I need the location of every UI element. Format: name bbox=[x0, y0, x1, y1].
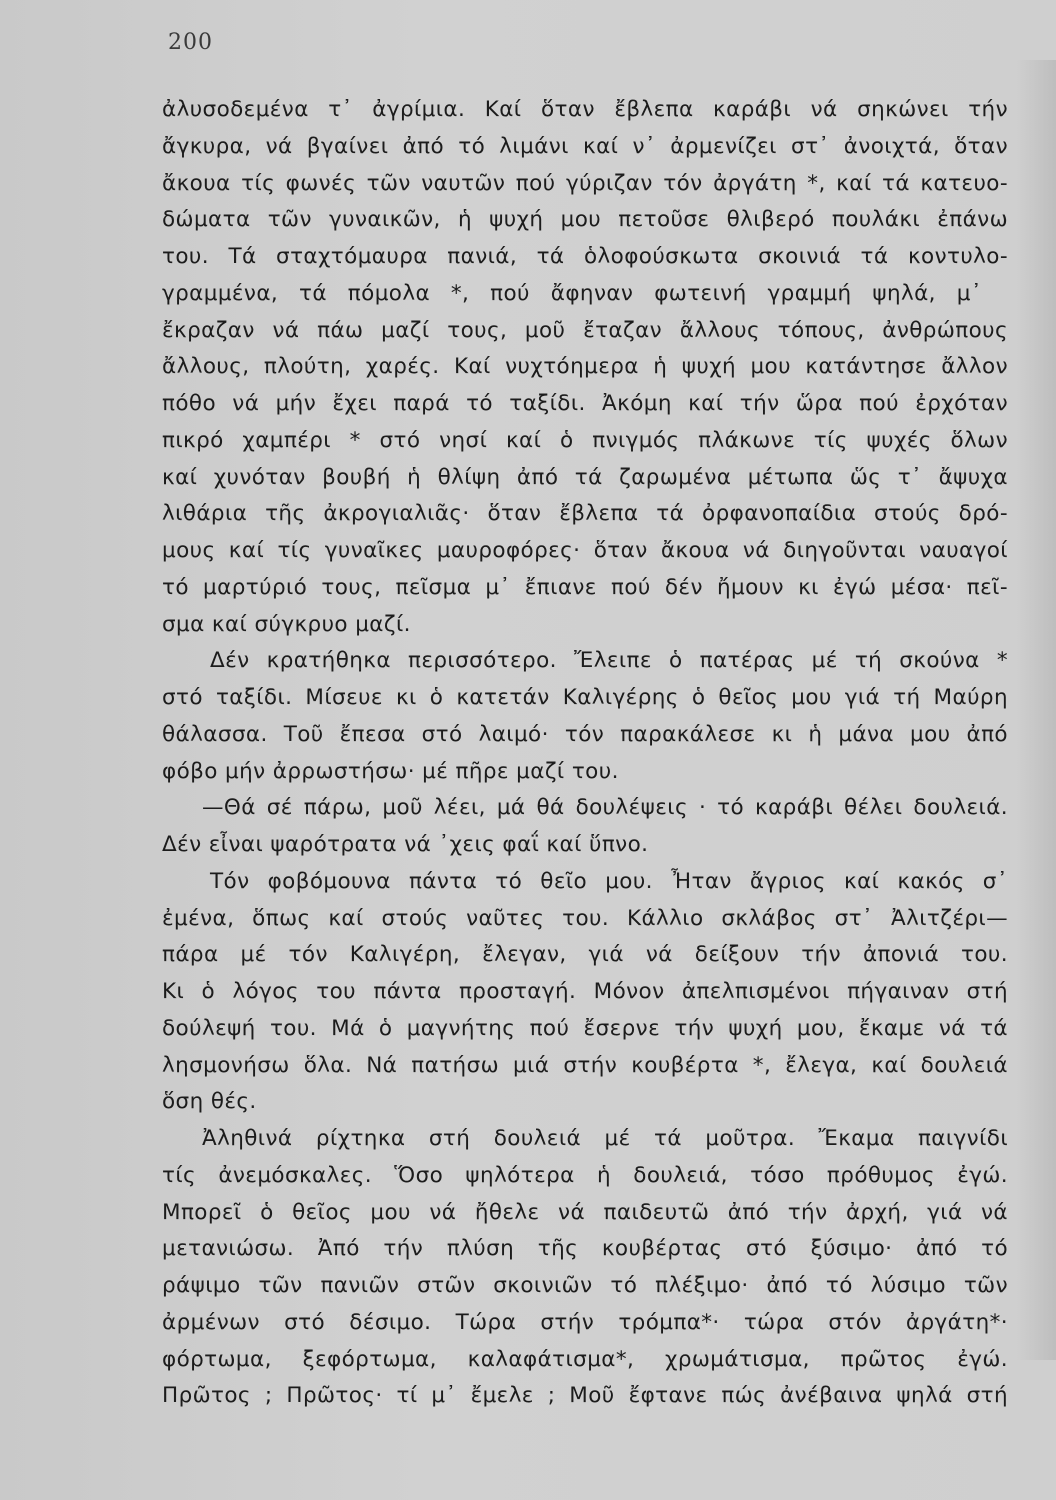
text-line: πικρό χαμπέρι * στό νησί καί ὁ πνιγμός πλάκωνε τίς ψυχές ὅλων bbox=[162, 427, 1008, 453]
text-line: ἄγκυρα, νά βγαίνει ἀπό τό λιμάνι καί ν᾽ ἀρμενίζει στ᾽ ἀνοιχτά, ὅταν bbox=[162, 133, 1008, 159]
text-line: ἔκραζαν νά πάω μαζί τους, μοῦ ἔταζαν ἄλλους τόπους, ἀνθρώπους bbox=[162, 317, 1008, 343]
text-line: ἀλυσοδεμένα τ᾽ ἀγρίμια. Καί ὅταν ἔβλεπα καράβι νά σηκώνει τήν bbox=[162, 97, 1008, 122]
text-line: σμα καί σύγκρυο μαζί. bbox=[162, 611, 411, 637]
text-line: ράψιμο τῶν πανιῶν στῶν σκοινιῶν τό πλέξιμο· ἀπό τό λύσιμο τῶν bbox=[162, 1273, 1008, 1298]
text-line: φόρτωμα, ξεφόρτωμα, καλαφάτισμα*, χρωμάτισμα, πρῶτος ἐγώ. bbox=[162, 1346, 1008, 1372]
text-line: γραμμένα, τά πόμολα *, πού ἄφηναν φωτεινή γραμμή ψηλά, μ᾽ bbox=[162, 280, 982, 306]
text-line: Δέν εἶναι ψαρότρατα νά ᾽χεις φαΐ καί ὕπνο. bbox=[162, 832, 649, 857]
text-line: πάρα μέ τόν Καλιγέρη, ἔλεγαν, γιά νά δείξουν τήν ἀπονιά του. bbox=[162, 942, 1008, 968]
text-line: τό μαρτύριό τους, πεῖσμα μ᾽ ἔπιανε πού δέν ἤμουν κι ἐγώ μέσα· πεῖ- bbox=[162, 574, 1008, 600]
text-line: ἐμένα, ὅπως καί στούς ναῦτες του. Κάλλιο σκλάβος στ᾽ Ἀλιτζέρι— bbox=[162, 905, 1008, 931]
text-line: καί χυνόταν βουβή ἡ θλίψη ἀπό τά ζαρωμένα μέτωπα ὥς τ᾽ ἄψυχα bbox=[162, 464, 1008, 490]
text-line: δώματα τῶν γυναικῶν, ἡ ψυχή μου πετοῦσε θλιβερό πουλάκι ἐπάνω bbox=[162, 207, 1008, 233]
text-line: Δέν κρατήθηκα περισσότερο. Ἔλειπε ὁ πατέρας μέ τή σκούνα * bbox=[210, 648, 1008, 674]
text-line: δούλεψή του. Μά ὁ μαγνήτης πού ἔσερνε τήν ψυχή μου, ἔκαμε νά τά bbox=[162, 1015, 1008, 1041]
text-line: λιθάρια τῆς ἀκρογιαλιᾶς· ὅταν ἔβλεπα τά ὀρφανοπαίδια στούς δρό- bbox=[162, 501, 1008, 527]
page-number: 200 bbox=[168, 30, 213, 55]
text-line: μετανιώσω. Ἀπό τήν πλύση τῆς κουβέρτας στό ξύσιμο· ἀπό τό bbox=[162, 1236, 1008, 1262]
text-line: ἄλλους, πλούτη, χαρές. Καί νυχτόημερα ἡ ψυχή μου κατάντησε ἄλλον bbox=[162, 354, 1008, 380]
text-line: Κι ὁ λόγος του πάντα προσταγή. Μόνον ἀπελπισμένοι πήγαιναν στή bbox=[162, 979, 1008, 1004]
text-line: μους καί τίς γυναῖκες μαυροφόρες· ὅταν ἄκουα νά διηγοῦνται ναυαγοί bbox=[162, 538, 1008, 563]
text-line: Ἀληθινά ρίχτηκα στή δουλειά μέ τά μοῦτρα. Ἔκαμα παιγνίδι bbox=[202, 1126, 1008, 1151]
text-line: ἄκουα τίς φωνές τῶν ναυτῶν πού γύριζαν τόν ἀργάτη *, καί τά κατευο- bbox=[162, 170, 1008, 196]
dialogue-line: —Θά σέ πάρω, μοῦ λέει, μά θά δουλέψεις · τό καράβι θέλει δουλειά. bbox=[202, 795, 1008, 821]
text-line: ὅση θές. bbox=[162, 1089, 257, 1115]
text-line: Πρῶτος ; Πρῶτος· τί μ᾽ ἔμελε ; Μοῦ ἔφτανε πώς ἀνέβαινα ψηλά στή bbox=[162, 1383, 1008, 1409]
facing-page-bleed bbox=[1016, 60, 1056, 1360]
text-line: Μπορεῖ ὁ θεῖος μου νά ἤθελε νά παιδευτῶ ἀπό τήν ἀρχή, γιά νά bbox=[162, 1199, 1008, 1225]
text-line: στό ταξίδι. Μίσευε κι ὁ κατετάν Καλιγέρης ὁ θεῖος μου γιά τή Μαύρη bbox=[162, 685, 1008, 710]
text-line: φόβο μήν ἀρρωστήσω· μέ πῆρε μαζί του. bbox=[162, 758, 619, 784]
text-line: λησμονήσω ὅλα. Νά πατήσω μιά στήν κουβέρτα *, ἔλεγα, καί δουλειά bbox=[162, 1052, 1008, 1078]
text-line: τίς ἀνεμόσκαλες. Ὅσο ψηλότερα ἡ δουλειά, τόσο πρόθυμος ἐγώ. bbox=[162, 1162, 1008, 1188]
text-line: ἀρμένων στό δέσιμο. Τώρα στήν τρόμπα*· τώρα στόν ἀργάτη*· bbox=[162, 1309, 1008, 1335]
text-line: του. Τά σταχτόμαυρα πανιά, τά ὁλοφούσκωτα σκοινιά τά κοντυλο- bbox=[162, 244, 1008, 269]
text-line: θάλασσα. Τοῦ ἔπεσα στό λαιμό· τόν παρακάλεσε κι ἡ μάνα μου ἀπό bbox=[162, 721, 1008, 747]
text-line: Τόν φοβόμουνα πάντα τό θεῖο μου. Ἦταν ἄγριος καί κακός σ᾽ bbox=[210, 868, 1008, 894]
text-line: πόθο νά μήν ἔχει παρά τό ταξίδι. Ἀκόμη καί τήν ὥρα πού ἐρχόταν bbox=[162, 391, 1008, 416]
body-text bbox=[162, 92, 1008, 1415]
